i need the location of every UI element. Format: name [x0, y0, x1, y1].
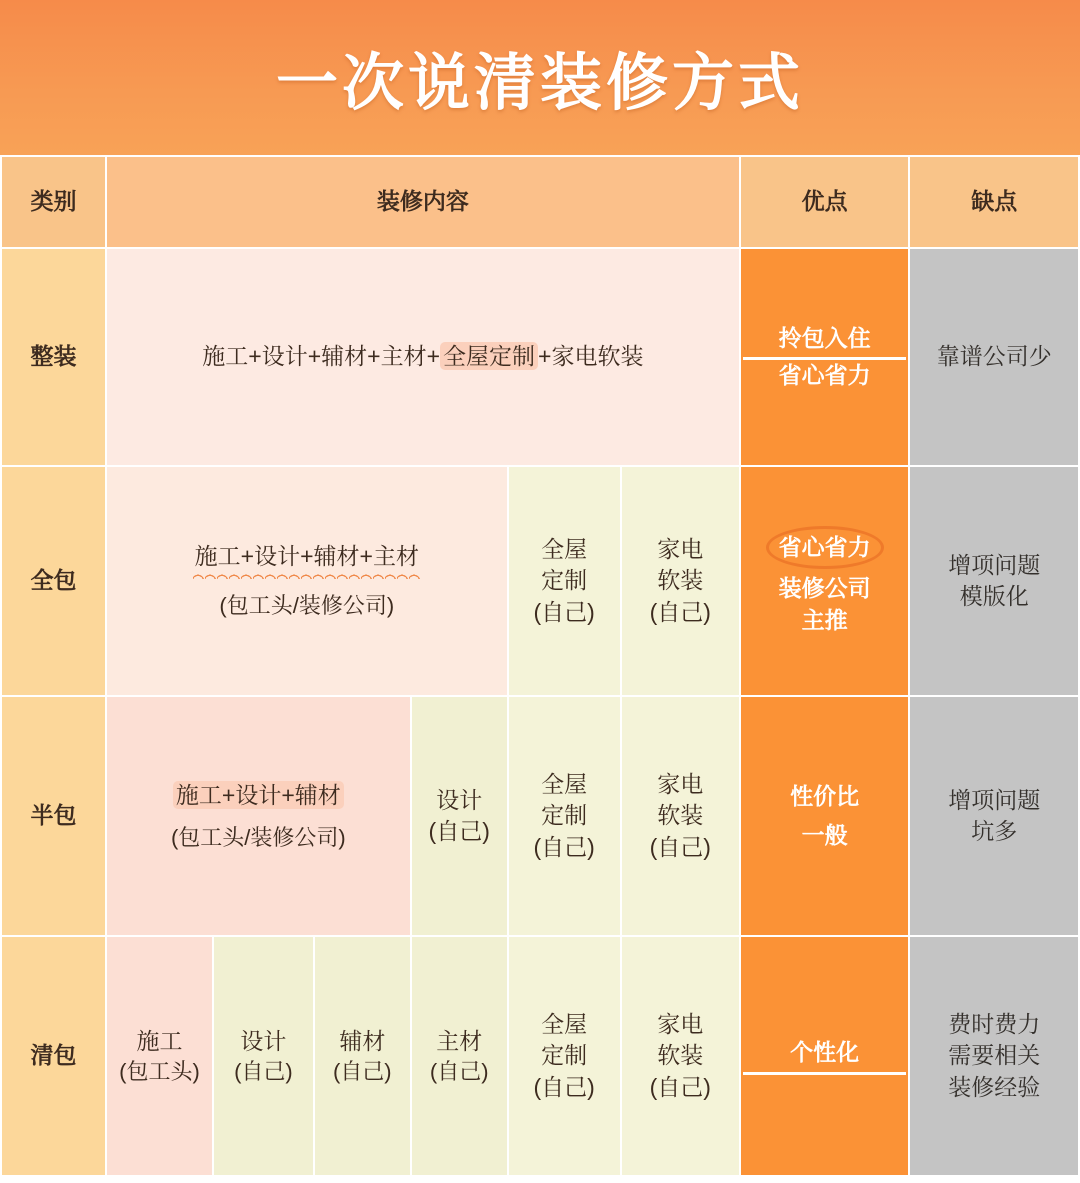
content-text-tail: +家电软装: [538, 343, 644, 370]
cell-cons-zhengzhuang: [909, 248, 1079, 466]
cell-content-banbao-custom: [508, 696, 621, 936]
content-line-1: 家电: [657, 536, 704, 563]
cell-cons-qingbao: [909, 936, 1079, 1176]
content-line-2: (自己): [332, 1058, 392, 1084]
cell-content-qingbao-custom: [508, 936, 621, 1176]
content-text-main: 施工+设计+辅材: [173, 781, 344, 809]
page-title: 一次说清装修方式: [275, 49, 804, 118]
cons-line-3: 装修经验: [948, 1073, 1041, 1100]
content-line-1: 主材: [436, 1027, 483, 1054]
header-content: 装修内容: [106, 156, 740, 248]
cons-line-2: 需要相关: [948, 1042, 1041, 1069]
content-main-wrap: [109, 541, 505, 579]
row-category-banbao: 半包: [1, 696, 106, 936]
pros-line-2: 省心省力: [778, 362, 871, 388]
pros-line-3: 主推: [801, 606, 848, 633]
page-banner: [0, 0, 1080, 155]
pros-line-1: 省心省力: [766, 526, 884, 569]
pros-line-2: 一般: [801, 822, 848, 848]
table-header-row: [1, 156, 1079, 248]
pros-line-1: 拎包入住: [743, 323, 907, 360]
cell-content-banbao-appliance: [621, 696, 740, 936]
cons-line-1: 费时费力: [948, 1011, 1041, 1038]
content-text-main: 施工+设计+辅材+主材: [195, 541, 419, 579]
content-text-main: 施工+设计+辅材+主材+: [202, 343, 441, 370]
cell-content-qingbao-construction: [106, 936, 213, 1176]
cons-line-1: 靠谱公司少: [936, 343, 1052, 370]
content-line-2: (包工头): [119, 1058, 200, 1084]
cell-content-qingbao-auxmaterial: [314, 936, 411, 1176]
content-line-1: 辅材: [339, 1027, 386, 1054]
content-line-1: 设计: [240, 1027, 287, 1054]
content-line-2: 软装: [657, 1042, 704, 1069]
content-line-2: (自己): [234, 1058, 293, 1084]
cell-content-qingbao-appliance: [621, 936, 740, 1176]
cell-cons-banbao: [909, 696, 1079, 936]
content-line-3: (自己): [533, 833, 595, 860]
content-line-1: 全屋: [541, 1011, 588, 1038]
row-category-zhengzhuang: 整装: [1, 248, 106, 466]
cell-content-quanbao-custom: [508, 466, 621, 696]
content-line-1: 全屋: [541, 536, 588, 563]
content-line-2: (自己): [429, 1058, 489, 1084]
cell-content-qingbao-design: [213, 936, 314, 1176]
cons-line-2: 模版化: [959, 583, 1029, 609]
content-text-highlight: 全屋定制: [440, 342, 538, 370]
content-line-1: 家电: [657, 1011, 704, 1038]
table-row: [1, 466, 1079, 696]
row-category-quanbao: 全包: [1, 466, 106, 696]
content-line-2: 软装: [657, 567, 704, 594]
header-pros: 优点: [740, 156, 910, 248]
cons-line-1: 增项问题: [948, 551, 1041, 578]
cell-pros-qingbao: [740, 936, 910, 1176]
content-line-2: (自己): [428, 818, 490, 844]
cell-pros-zhengzhuang: [740, 248, 910, 466]
pros-line-1: 性价比: [790, 782, 860, 809]
content-line-1: 家电: [657, 771, 704, 798]
cell-pros-quanbao: [740, 466, 910, 696]
content-line-2: 定制: [541, 802, 588, 829]
content-line-3: (自己): [533, 598, 595, 625]
content-line-3: (自己): [649, 1073, 711, 1100]
content-text-sub: (包工头/装修公司): [219, 593, 395, 619]
table-row: [1, 936, 1079, 1176]
cell-content-banbao-design: [411, 696, 508, 936]
content-main-wrap: [109, 780, 408, 811]
content-line-3: (自己): [649, 598, 711, 625]
content-line-3: (自己): [649, 833, 711, 860]
cons-line-1: 增项问题: [948, 786, 1041, 813]
content-line-2: 软装: [657, 802, 704, 829]
content-text-sub: (包工头/装修公司): [170, 824, 346, 850]
table-row: [1, 696, 1079, 936]
pros-line-1-wrap: [743, 526, 907, 569]
content-line-3: (自己): [533, 1073, 595, 1100]
pros-line-2: 装修公司: [778, 575, 871, 602]
cons-line-2: 坑多: [971, 818, 1018, 844]
content-line-1: 全屋: [541, 771, 588, 798]
cell-cons-quanbao: [909, 466, 1079, 696]
cell-content-qingbao-mainmaterial: [411, 936, 508, 1176]
cell-pros-banbao: [740, 696, 910, 936]
cell-content-zhengzhuang: [106, 248, 740, 466]
content-line-2: 定制: [541, 567, 588, 594]
content-line-1: 施工: [136, 1027, 183, 1054]
table-row: [1, 248, 1079, 466]
content-line-2: 定制: [541, 1042, 588, 1069]
decoration-comparison-table: [0, 155, 1080, 1177]
cell-content-quanbao-appliance: [621, 466, 740, 696]
cell-content-quanbao-main: [106, 466, 508, 696]
header-category: 类别: [1, 156, 106, 248]
header-cons: 缺点: [909, 156, 1079, 248]
content-line-1: 设计: [436, 786, 483, 813]
cell-content-banbao-main: [106, 696, 411, 936]
pros-line-1: 个性化: [743, 1037, 907, 1074]
row-category-qingbao: 清包: [1, 936, 106, 1176]
